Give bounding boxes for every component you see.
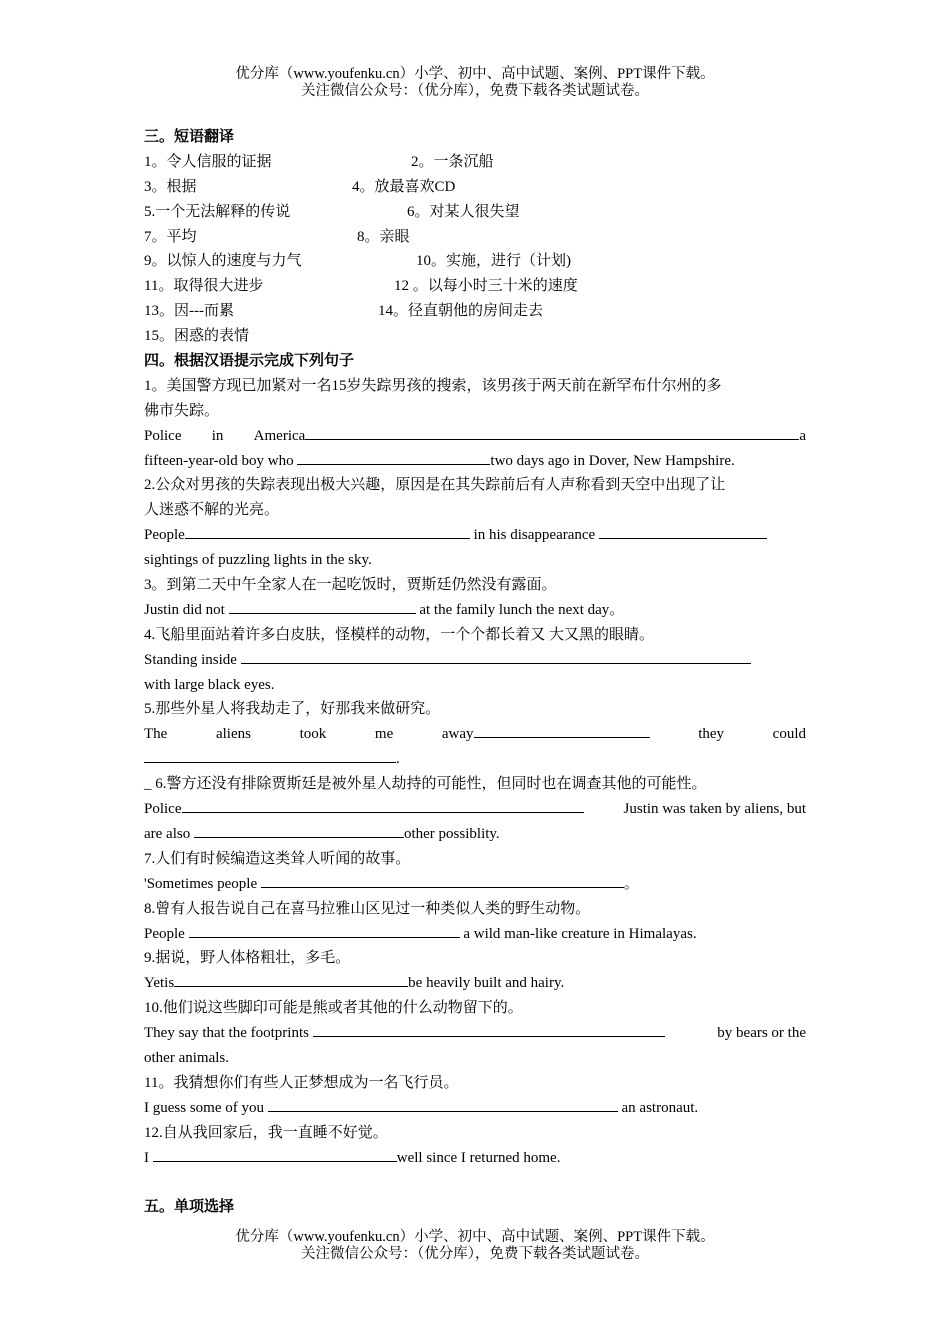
page-footer bbox=[0, 1229, 950, 1263]
q4-english-line1: Standing inside bbox=[144, 648, 806, 673]
q5-english-line2: . bbox=[144, 747, 806, 772]
q4-chinese: 4.飞船里面站着许多白皮肤，怪模样的动物，一个个都长着又 大又黑的眼睛。 bbox=[144, 626, 655, 643]
section-3-title: 三。短语翻译 bbox=[144, 129, 235, 145]
page-header bbox=[0, 66, 950, 100]
q2-english-line1: People in his disappearance bbox=[144, 523, 806, 548]
phrase-item: 13。因---而累 bbox=[144, 303, 234, 320]
q2-english-line2: sightings of puzzling lights in the sky. bbox=[144, 552, 372, 569]
answer-blank[interactable] bbox=[144, 747, 396, 763]
q10-english-line1: They say that the footprints by bears or the bbox=[144, 1021, 806, 1046]
q12-chinese: 12.自从我回家后，我一直睡不好觉。 bbox=[144, 1124, 388, 1141]
q11-english: I guess some of you an astronaut. bbox=[144, 1096, 806, 1121]
q5-chinese: 5.那些外星人将我劫走了，好那我来做研究。 bbox=[144, 701, 441, 718]
phrase-item: 9。以惊人的速度与力气 bbox=[144, 253, 302, 270]
q7-chinese: 7.人们有时候编造这类耸人听闻的故事。 bbox=[144, 850, 411, 867]
answer-blank[interactable] bbox=[182, 797, 584, 813]
q2-chinese-line2: 人迷惑不解的光亮。 bbox=[144, 502, 280, 519]
q6-english-line2: are also other possiblity. bbox=[144, 822, 806, 847]
answer-blank[interactable] bbox=[189, 922, 460, 938]
phrase-row bbox=[144, 299, 806, 324]
q9-chinese: 9.据说，野人体格粗壮，多毛。 bbox=[144, 950, 351, 967]
q6-english-line1: Police Justin was taken by aliens, but bbox=[144, 797, 806, 822]
phrase-item: 3。根据 bbox=[144, 178, 197, 195]
phrase-row bbox=[144, 200, 806, 225]
q5-english-line1: The aliens took me away they could bbox=[144, 722, 806, 747]
q1-chinese-line1: 1。美国警方现已加紧对一名15岁失踪男孩的搜索，该男孩于两天前在新罕布什尔州的多 bbox=[144, 377, 722, 394]
q4-english-line2: with large black eyes. bbox=[144, 676, 275, 693]
header-line-1: 优分库（www.youfenku.cn）小学、初中、高中试题、案例、PPT课件下载。 bbox=[235, 66, 715, 82]
q10-chinese: 10.他们说这些脚印可能是熊或者其他的什么动物留下的。 bbox=[144, 1000, 523, 1017]
answer-blank[interactable] bbox=[185, 523, 470, 539]
section-4-title: 四。根据汉语提示完成下列句子 bbox=[144, 353, 355, 370]
answer-blank[interactable] bbox=[297, 449, 490, 465]
spacer bbox=[144, 1170, 806, 1195]
phrase-item: 8。亲眼 bbox=[357, 228, 410, 245]
phrase-item: 2。一条沉船 bbox=[411, 153, 494, 170]
q10-english-line2: other animals. bbox=[144, 1049, 229, 1066]
phrase-item: 6。对某人很失望 bbox=[407, 203, 520, 220]
phrase-item: 10。实施，进行（计划) bbox=[416, 253, 571, 270]
q1-english-line2: fifteen-year-old boy who two days ago in Dover, New Hampshire. bbox=[144, 449, 806, 474]
answer-blank[interactable] bbox=[313, 1021, 665, 1037]
phrase-row bbox=[144, 274, 806, 299]
phrase-item: 11。取得很大进步 bbox=[144, 278, 264, 295]
q3-chinese: 3。到第二天中午全家人在一起吃饭时，贾斯廷仍然没有露面。 bbox=[144, 577, 557, 594]
answer-blank[interactable] bbox=[174, 971, 408, 987]
q11-chinese: 11。我猜想你们有些人正梦想成为一名飞行员。 bbox=[144, 1074, 459, 1091]
answer-blank[interactable] bbox=[261, 872, 624, 888]
phrase-row bbox=[144, 175, 806, 200]
document-body bbox=[144, 125, 806, 1220]
footer-line-1: 优分库（www.youfenku.cn）小学、初中、高中试题、案例、PPT课件下载。 bbox=[235, 1229, 715, 1245]
answer-blank[interactable] bbox=[268, 1096, 618, 1112]
q1-english-line1: Police in America a bbox=[144, 424, 806, 449]
phrase-row bbox=[144, 324, 806, 349]
phrase-item: 15。困惑的表情 bbox=[144, 328, 250, 345]
answer-blank[interactable] bbox=[153, 1146, 397, 1162]
phrase-item: 14。径直朝他的房间走去 bbox=[378, 303, 544, 320]
section-5-title: 五。单项选择 bbox=[144, 1199, 235, 1216]
phrase-row bbox=[144, 225, 806, 250]
q1-chinese-line2: 佛市失踪。 bbox=[144, 402, 220, 419]
phrase-row bbox=[144, 249, 806, 274]
footer-line-2: 关注微信公众号：（优分库），免费下载各类试题试卷。 bbox=[301, 1246, 649, 1262]
q8-chinese: 8.曾有人报告说自己在喜马拉雅山区见过一种类似人类的野生动物。 bbox=[144, 900, 591, 917]
q12-english: I well since I returned home. bbox=[144, 1146, 806, 1171]
answer-blank[interactable] bbox=[241, 648, 751, 664]
phrase-item: 7。平均 bbox=[144, 228, 197, 245]
phrase-item: 12 。以每小时三十米的速度 bbox=[394, 278, 578, 295]
phrase-item: 5.一个无法解释的传说 bbox=[144, 203, 291, 220]
q8-english: People a wild man-like creature in Himalayas. bbox=[144, 922, 806, 947]
header-line-2: 关注微信公众号：（优分库），免费下载各类试题试卷。 bbox=[301, 83, 649, 99]
phrase-item: 1。令人信服的证据 bbox=[144, 153, 272, 170]
phrase-row bbox=[144, 150, 806, 175]
q3-english: Justin did not at the family lunch the next day。 bbox=[144, 598, 806, 623]
answer-blank[interactable] bbox=[599, 523, 767, 539]
q9-english: Yetis be heavily built and hairy. bbox=[144, 971, 806, 996]
phrase-item: 4。放最喜欢CD bbox=[352, 178, 456, 195]
answer-blank[interactable] bbox=[194, 822, 404, 838]
answer-blank[interactable] bbox=[305, 424, 799, 440]
q2-chinese-line1: 2.公众对男孩的失踪表现出极大兴趣，原因是在其失踪前后有人声称看到天空中出现了让 bbox=[144, 477, 726, 494]
answer-blank[interactable] bbox=[229, 598, 416, 614]
q7-english: 'Sometimes people 。 bbox=[144, 872, 806, 897]
answer-blank[interactable] bbox=[474, 722, 650, 738]
q6-chinese: _ 6.警方还没有排除贾斯廷是被外星人劫持的可能性，但同时也在调查其他的可能性。 bbox=[144, 776, 707, 793]
